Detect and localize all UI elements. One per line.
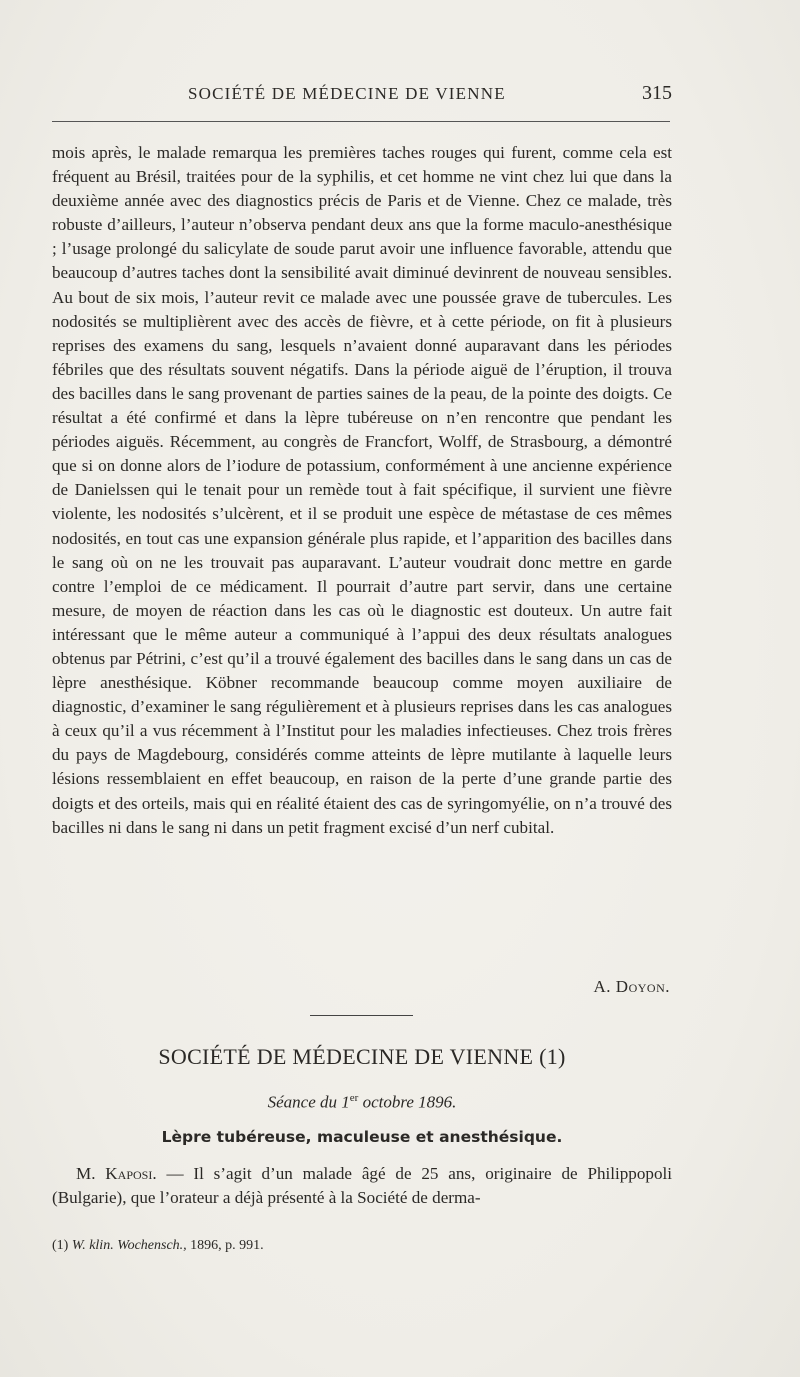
body-paragraph: mois après, le malade remarqua les premières taches rouges qui furent, comme cela est fréquent au Brésil, traitées pour de la syphilis, et cet homme ne vint chez lui que dans la deuxième année avec des diagnostics précis de Paris et de Vienne. Chez ce malade, très robuste d’ailleurs, l’auteur n’observa pendant deux ans que la forme maculo-anesthésique ; l’usage prolongé du salicylate de soude parut avoir une influence favorable, attendu que beaucoup d’autres taches dont la sensibilité avait diminué devinrent de nouveau sensibles. Au bout de six mois, l’auteur revit ce malade avec une poussée grave de tubercules. Les nodosités se multiplièrent avec des accès de fièvre, et à cette période, on fit à plusieurs reprises des examens du sang, lesquels n’avaient donné auparavant dans les périodes fébriles que des résultats souvent négatifs. Dans la période aiguë de l’éruption, il trouva des bacilles dans le sang provenant de parties saines de la peau, de la pointe des doigts. Ce résultat a été confirmé et dans la lèpre tubéreuse on n’en rencontre que pendant les périodes aiguës. Récemment, au congrès de Francfort, Wolff, de Strasbourg, a démontré que si on donne alors de l’iodure de potassium, conformément à une ancienne expérience de Danielssen qui le tenait pour un remède tout à fait spécifique, il survient une fièvre violente, les nodosités s’ulcèrent, et il se produit une espèce de métastase de ces mêmes nodosités, en tout cas une expansion générale plus rapide, et l’apparition des bacilles dans le sang où on ne les trouvait pas auparavant. L’auteur voudrait donc mettre en garde contre l’emploi de ce médicament. Il pourrait d’autre part servir, dans une certaine mesure, de moyen de réaction dans les cas où le diagnostic est douteux. Un autre fait intéressant que le même auteur a communiqué à l’appui des deux résultats analogues obtenus par Pétrini, c’est qu’il a trouvé également des bacilles dans le sang dans un cas de lèpre anesthésique. Köbner recommande beaucoup comme moyen auxiliaire de diagnostic, d’examiner le sang régulièrement et à plusieurs reprises dans les cas analogues à ceux qu’il a vus récemment à l’Institut pour les maladies infectieuses. Chez trois frères du pays de Magdebourg, considérés comme atteints de lèpre mutilante à laquelle leurs lésions ressemblaient en effet beaucoup, en raison de la perte d’une grande partie des doigts et des orteils, mais qui en réalité étaient des cas de syringomyélie, on n’a trouvé des bacilles ni dans le sang ni dans un petit fragment excisé d’un nerf cubital.	[52, 143, 672, 837]
kaposi-paragraph-text: — Il s’agit d’un malade âgé de 25 ans, originaire de Philippopoli (Bulgarie), que l’orateur a déjà présenté à la Société de derma-	[52, 1164, 672, 1208]
header-rule	[52, 121, 670, 122]
session-date-suffix: octobre 1896.	[358, 1092, 457, 1112]
footnote-source: W. klin. Wochensch.,	[71, 1238, 187, 1253]
running-head	[52, 84, 670, 114]
section-separator	[310, 1015, 413, 1016]
running-title: SOCIÉTÉ DE MÉDECINE DE VIENNE	[188, 84, 506, 103]
session-date-sup: er	[349, 1092, 359, 1104]
footnote-marker: (1)	[52, 1238, 72, 1253]
footnote-details: 1896, p. 991.	[186, 1238, 264, 1253]
session-date	[52, 1092, 672, 1113]
subsection-title: Lèpre tubéreuse, maculeuse et anesthésique.	[161, 1128, 563, 1146]
page-number: 315	[642, 82, 672, 104]
speaker-name: M. Kaposi.	[76, 1164, 157, 1183]
author-signature: A. Doyon.	[593, 977, 670, 996]
section-title: SOCIÉTÉ DE MÉDECINE DE VIENNE (1)	[158, 1044, 566, 1069]
session-date-prefix: Séance du 1	[267, 1092, 350, 1112]
kaposi-paragraph	[52, 1162, 672, 1210]
footnote	[52, 1238, 672, 1254]
